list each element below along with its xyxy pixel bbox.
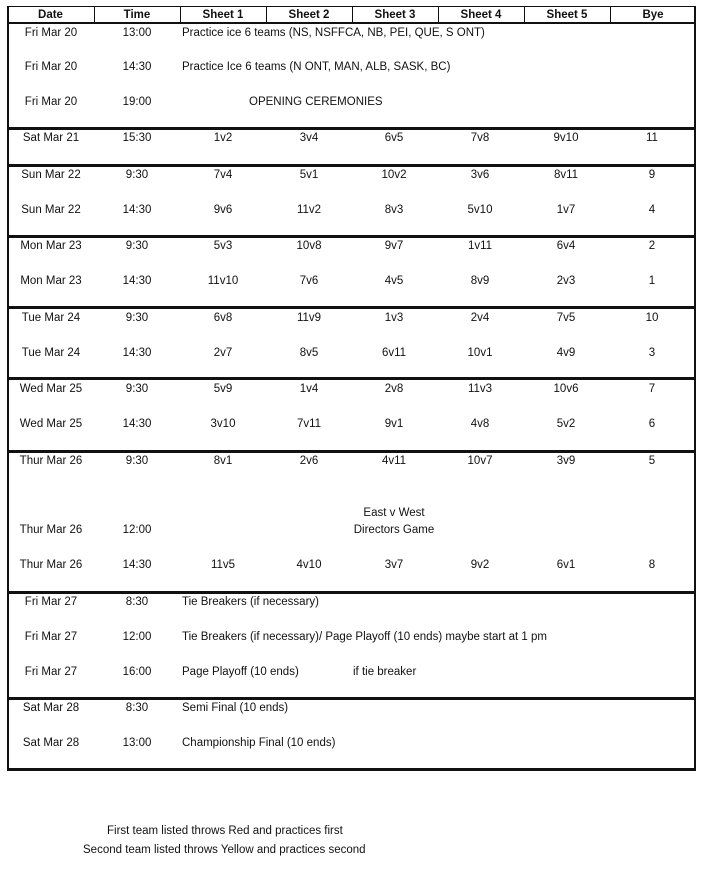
event-note: Tie Breakers (if necessary)	[182, 596, 319, 608]
game-cell: 1v4	[299, 383, 319, 395]
row-time: 13:00	[122, 27, 152, 39]
game-cell: 8v5	[299, 347, 319, 359]
game-cell: 9v10	[553, 132, 579, 144]
game-cell: 1v3	[384, 312, 404, 324]
game-cell: 4v5	[384, 275, 404, 287]
footnote: Second team listed throws Yellow and practices second	[83, 844, 366, 856]
group-divider	[7, 235, 696, 238]
event-center-label: OPENING CEREMONIES	[249, 96, 383, 108]
row-time: 16:00	[122, 666, 152, 678]
group-divider	[7, 697, 696, 700]
header-column-divider	[524, 6, 525, 23]
game-cell: 10v7	[467, 455, 493, 467]
game-cell: 9v2	[470, 559, 490, 571]
row-date: Tue Mar 24	[21, 312, 81, 324]
game-cell: 5v10	[467, 204, 493, 216]
table-left-border	[7, 6, 9, 771]
column-header: Sheet 1	[202, 9, 244, 21]
row-time: 9:30	[125, 312, 149, 324]
game-cell: 2v7	[213, 347, 233, 359]
row-time: 9:30	[125, 455, 149, 467]
row-date: Mon Mar 23	[20, 240, 82, 252]
bye-cell: 2	[648, 240, 656, 252]
row-date: Sat Mar 28	[22, 702, 80, 714]
game-cell: 10v6	[553, 383, 579, 395]
game-cell: 11v2	[296, 204, 322, 216]
row-time: 19:00	[122, 96, 152, 108]
row-time: 8:30	[125, 702, 149, 714]
game-cell: 4v9	[556, 347, 576, 359]
row-time: 12:00	[122, 631, 152, 643]
event-note: Practice ice 6 teams (NS, NSFFCA, NB, PEI, QUE, S ONT)	[182, 27, 485, 39]
row-time: 8:30	[125, 596, 149, 608]
group-divider	[7, 377, 696, 380]
game-cell: 6v1	[556, 559, 576, 571]
game-cell: 7v6	[299, 275, 319, 287]
row-time: 14:30	[122, 559, 152, 571]
event-note: Page Playoff (10 ends)	[182, 666, 299, 678]
game-cell: 3v10	[210, 418, 236, 430]
game-cell: 11v9	[296, 312, 322, 324]
row-date: Fri Mar 27	[24, 666, 78, 678]
game-cell: 5v9	[213, 383, 233, 395]
game-cell: 4v10	[296, 559, 322, 571]
game-cell: 5v1	[299, 169, 319, 181]
game-cell: 2v4	[470, 312, 490, 324]
game-cell: 6v4	[556, 240, 576, 252]
row-date: Sat Mar 21	[22, 132, 80, 144]
game-cell: 3v9	[556, 455, 576, 467]
row-date: Fri Mar 27	[24, 596, 78, 608]
game-cell: 8v3	[384, 204, 404, 216]
column-header: Sheet 5	[546, 9, 588, 21]
row-date: Sun Mar 22	[21, 169, 81, 181]
game-cell: 8v1	[213, 455, 233, 467]
footnote: First team listed throws Red and practices first	[107, 825, 343, 837]
group-divider	[7, 127, 696, 130]
row-date: Fri Mar 20	[24, 96, 78, 108]
table-right-border	[694, 6, 696, 771]
game-cell: 2v8	[384, 383, 404, 395]
event-note: Practice Ice 6 teams (N ONT, MAN, ALB, SASK, BC)	[182, 61, 451, 73]
column-header: Sheet 2	[288, 9, 330, 21]
header-column-divider	[94, 6, 95, 23]
game-cell: 3v4	[299, 132, 319, 144]
game-cell: 10v8	[296, 240, 322, 252]
game-cell: 5v2	[556, 418, 576, 430]
bye-cell: 8	[648, 559, 656, 571]
event-note-secondary: if tie breaker	[353, 666, 417, 678]
game-cell: 1v2	[213, 132, 233, 144]
game-cell: 11v5	[210, 559, 236, 571]
game-cell: 11v3	[467, 383, 493, 395]
game-cell: 1v11	[467, 240, 493, 252]
row-time: 14:30	[122, 61, 152, 73]
event-note: Championship Final (10 ends)	[182, 737, 336, 749]
bye-cell: 11	[646, 132, 658, 144]
bye-cell: 9	[648, 169, 656, 181]
game-cell: 11v10	[207, 275, 239, 287]
bye-cell: 1	[648, 275, 656, 287]
game-cell: 1v7	[556, 204, 576, 216]
header-column-divider	[266, 6, 267, 23]
game-cell: 3v6	[470, 169, 490, 181]
group-divider	[7, 306, 696, 309]
row-time: 14:30	[122, 347, 152, 359]
bye-cell: 7	[648, 383, 656, 395]
game-cell: 3v7	[384, 559, 404, 571]
game-cell: 7v4	[213, 169, 233, 181]
game-cell: 9v6	[213, 204, 233, 216]
row-date: Fri Mar 27	[24, 631, 78, 643]
game-cell: 5v3	[213, 240, 233, 252]
row-date: Thur Mar 26	[19, 559, 83, 571]
row-date: Sun Mar 22	[21, 204, 81, 216]
header-column-divider	[352, 6, 353, 23]
event-note: Semi Final (10 ends)	[182, 702, 289, 714]
header-column-divider	[610, 6, 611, 23]
row-date: Wed Mar 25	[19, 418, 83, 430]
bye-cell: 10	[645, 312, 659, 324]
group-divider	[7, 591, 696, 594]
game-cell: 10v2	[381, 169, 407, 181]
special-game-label: Directors Game	[353, 524, 435, 536]
group-divider	[7, 450, 696, 453]
row-date: Fri Mar 20	[24, 61, 78, 73]
row-date: Thur Mar 26	[19, 455, 83, 467]
game-cell: 6v11	[381, 347, 407, 359]
column-header: Date	[38, 9, 63, 21]
game-cell: 8v11	[553, 169, 579, 181]
row-date: Sat Mar 28	[22, 737, 80, 749]
bye-cell: 3	[648, 347, 656, 359]
row-time: 12:00	[122, 524, 152, 536]
game-cell: 10v1	[467, 347, 493, 359]
game-cell: 6v5	[384, 132, 404, 144]
event-note: Tie Breakers (if necessary)/ Page Playoff (10 ends) maybe start at 1 pm	[182, 631, 547, 643]
header-column-divider	[180, 6, 181, 23]
game-cell: 8v9	[470, 275, 490, 287]
column-header: Sheet 4	[460, 9, 502, 21]
column-header: Time	[123, 9, 151, 21]
row-time: 9:30	[125, 240, 149, 252]
game-cell: 4v8	[470, 418, 490, 430]
game-cell: 7v11	[296, 418, 322, 430]
row-date: Mon Mar 23	[20, 275, 82, 287]
game-cell: 9v1	[384, 418, 404, 430]
game-cell: 4v11	[381, 455, 407, 467]
row-date: Tue Mar 24	[21, 347, 81, 359]
bye-cell: 6	[648, 418, 656, 430]
row-time: 14:30	[122, 275, 152, 287]
column-header: Sheet 3	[374, 9, 416, 21]
group-divider	[7, 164, 696, 167]
row-time: 13:00	[122, 737, 152, 749]
game-cell: 7v5	[556, 312, 576, 324]
table-bottom-border	[7, 768, 696, 771]
bye-cell: 5	[648, 455, 656, 467]
row-date: Wed Mar 25	[19, 383, 83, 395]
column-header: Bye	[642, 9, 664, 21]
row-time: 14:30	[122, 204, 152, 216]
row-time: 9:30	[125, 383, 149, 395]
bye-cell: 4	[648, 204, 656, 216]
row-time: 14:30	[122, 418, 152, 430]
row-date: Fri Mar 20	[24, 27, 78, 39]
header-column-divider	[438, 6, 439, 23]
game-cell: 2v3	[556, 275, 576, 287]
game-cell: 2v6	[299, 455, 319, 467]
game-cell: 7v8	[470, 132, 490, 144]
row-date: Thur Mar 26	[19, 524, 83, 536]
row-time: 9:30	[125, 169, 149, 181]
game-cell: 9v7	[384, 240, 404, 252]
special-game-label: East v West	[363, 507, 425, 519]
row-time: 15:30	[122, 132, 152, 144]
game-cell: 6v8	[213, 312, 233, 324]
